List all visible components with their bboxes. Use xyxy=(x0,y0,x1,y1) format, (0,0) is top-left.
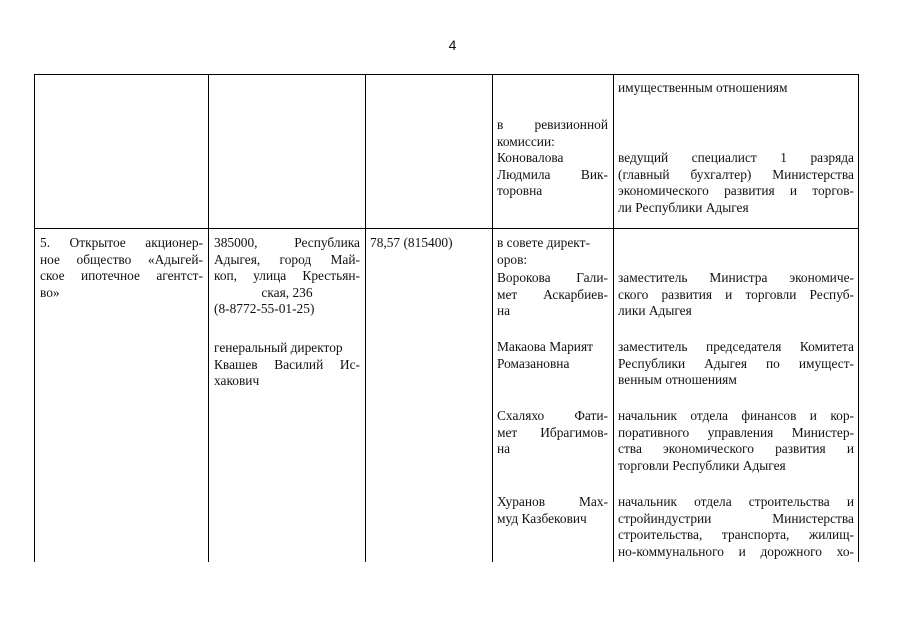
table-border-left xyxy=(34,74,35,562)
row1-member-name: Коновалова Людмила Вик- торовна xyxy=(497,150,608,199)
row1-revision-heading: в ревизионной комиссии: xyxy=(497,117,608,149)
table-border-top xyxy=(34,74,859,75)
column-divider-1 xyxy=(208,74,209,562)
board-member-position-4: начальник отдела строительства и стройиндустрии Министерства строительства, транспорта, жилищ- но-коммунального и дорожного хо- xyxy=(618,494,854,559)
row1-position-continuation: имущественным отношениям xyxy=(618,80,788,95)
table-border-right xyxy=(858,74,859,562)
column-divider-4 xyxy=(613,74,614,562)
organization-address: 385000, Республика Адыгея, город Май- коп, улица Крестьян- ская, 236 (8-8772-55-01-25) xyxy=(214,235,360,317)
state-share: 78,57 (815400) xyxy=(370,235,453,250)
board-member-position-3: начальник отдела финансов и кор- поративного управления Министер- ства экономического развития и торговли Республики Адыгея xyxy=(618,408,854,473)
column-divider-2 xyxy=(365,74,366,562)
board-member-position-2: заместитель председателя Комитета Республики Адыгея по имущест- венным отношениям xyxy=(618,339,854,388)
general-director: генеральный директор Квашев Василий Ис- хакович xyxy=(214,340,360,389)
row1-member-position: ведущий специалист 1 разряда (главный бухгалтер) Министерства экономического развития и торгов- ли Республики Адыгея xyxy=(618,150,854,215)
board-member-name-1: Ворокова Гали- мет Аскарбиев- на xyxy=(497,270,608,319)
board-heading: в совете директ- оров: xyxy=(497,235,590,267)
board-member-name-4: Хуранов Мах- муд Казбекович xyxy=(497,494,608,526)
board-member-position-1: заместитель Министра экономиче- ского развития и торговли Респуб- лики Адыгея xyxy=(618,270,854,319)
board-member-name-2: Макаова Марият Ромазановна xyxy=(497,339,593,371)
row-divider xyxy=(34,228,859,229)
organization-name: 5. Открытое акционер- ное общество «Адыгей- ское ипотечное агентст- во» xyxy=(40,235,203,300)
column-divider-3 xyxy=(492,74,493,562)
page-number: 4 xyxy=(448,37,457,53)
board-member-name-3: Схаляхо Фати- мет Ибрагимов- на xyxy=(497,408,608,457)
